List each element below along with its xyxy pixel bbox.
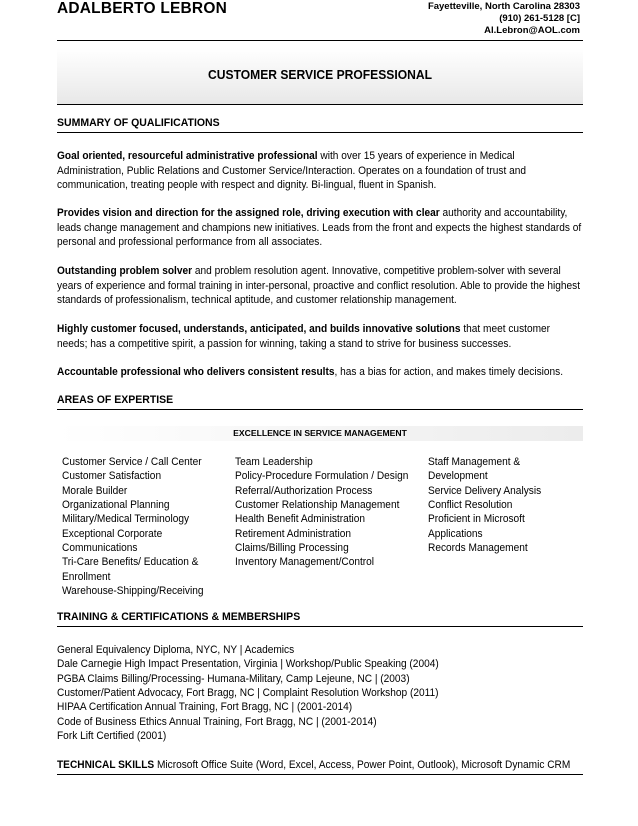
expertise-item: Organizational Planning: [62, 499, 170, 512]
resume-title: CUSTOMER SERVICE PROFESSIONAL: [208, 67, 432, 82]
candidate-name: ADALBERTO LEBRON: [57, 0, 227, 17]
summary-item: [57, 264, 582, 308]
expertise-item: Referral/Authorization Process: [235, 484, 373, 497]
technical-skills: [57, 759, 570, 771]
expertise-column-3: [428, 455, 541, 555]
expertise-item: Claims/Billing Processing: [235, 542, 349, 555]
expertise-item: Retirement Administration: [235, 527, 351, 540]
contact-address: Fayetteville, North Carolina 28303: [427, 1, 580, 12]
expertise-item: Customer Satisfaction: [62, 470, 162, 483]
contact-email: Al.Lebron@AOL.com: [484, 25, 580, 36]
expertise-item: Proficient in Microsoft: [428, 513, 525, 526]
training-item: HIPAA Certification Annual Training, Fort Bragg, NC | (2001-2014): [57, 701, 353, 714]
expertise-item: Records Management: [428, 542, 528, 555]
training-item: Dale Carnegie High Impact Presentation, Virginia | Workshop/Public Speaking (2004): [57, 658, 439, 671]
header-divider: [57, 40, 583, 41]
expertise-item: Development: [428, 470, 488, 483]
summary-item-lead: Accountable professional who delivers consistent results: [57, 366, 335, 378]
technical-rule: [57, 774, 583, 775]
training-item: Fork Lift Certified (2001): [57, 730, 167, 743]
expertise-item: Team Leadership: [235, 456, 313, 468]
expertise-item: Inventory Management/Control: [235, 556, 375, 569]
expertise-item: Customer Service / Call Center: [62, 456, 202, 468]
summary-item-lead: Goal oriented, resourceful administrative professional: [57, 150, 318, 162]
expertise-rule: [57, 409, 583, 410]
technical-skills-text: Microsoft Office Suite (Word, Excel, Access, Power Point, Outlook), Microsoft Dynamic CRM: [154, 759, 571, 771]
expertise-item: Policy-Procedure Formulation / Design: [235, 470, 409, 483]
training-item: PGBA Claims Billing/Processing- Humana-Military, Camp Lejeune, NC | (2003): [57, 672, 410, 685]
training-heading: TRAINING & CERTIFICATIONS & MEMBERSHIPS: [57, 611, 301, 623]
contact-block: [428, 1, 580, 37]
contact-phone: (910) 261-5128 [C]: [499, 13, 580, 24]
summary-item-text: authority and accountability, leads change management and champions new initiatives. Leads from the front and expects the highest standards of personal and professional performance from all associates.: [57, 207, 582, 248]
summary-item: [57, 365, 582, 380]
summary-item: [57, 149, 582, 193]
training-item: Code of Business Ethics Annual Training, Fort Bragg, NC | (2001-2014): [57, 715, 377, 728]
expertise-heading: AREAS OF EXPERTISE: [57, 394, 174, 406]
expertise-item: Morale Builder: [62, 484, 128, 497]
summary-rule: [57, 132, 583, 133]
expertise-item: Staff Management &: [428, 456, 521, 468]
title-divider: [57, 104, 583, 105]
training-list: [57, 643, 439, 743]
expertise-item: Military/Medical Terminology: [62, 513, 190, 526]
summary-item-lead: Outstanding problem solver: [57, 265, 193, 277]
summary-item-text: , has a bias for action, and makes timely decisions.: [334, 366, 564, 378]
expertise-column-2: [235, 455, 408, 570]
expertise-item: Applications: [428, 527, 483, 540]
expertise-item: Customer Relationship Management: [235, 499, 400, 512]
expertise-column-1: [62, 455, 204, 598]
expertise-item: Enrollment: [62, 570, 111, 583]
expertise-item: Service Delivery Analysis: [428, 484, 542, 497]
summary-item: [57, 206, 582, 250]
expertise-item: Health Benefit Administration: [235, 513, 366, 526]
expertise-item: Tri-Care Benefits/ Education &: [62, 556, 199, 569]
expertise-item: Exceptional Corporate: [62, 527, 163, 540]
summary-item-text: with over 15 years of experience in Medical Administration, Public Relations and Customer Service/Interaction. Operates on a foundation of trust and communication, treating people with respect and dignity. Bi-lingual, fluent in Spanish.: [57, 150, 526, 191]
expertise-subheading: EXCELLENCE IN SERVICE MANAGEMENT: [233, 428, 407, 438]
summary-item-lead: Provides vision and direction for the assigned role, driving execution with clear: [57, 207, 440, 219]
technical-skills-label: TECHNICAL SKILLS: [57, 759, 155, 771]
training-item: Customer/Patient Advocacy, Fort Bragg, NC | Complaint Resolution Workshop (2011): [57, 687, 439, 700]
expertise-item: Conflict Resolution: [428, 499, 513, 512]
summary-heading: SUMMARY OF QUALIFICATIONS: [57, 117, 220, 129]
training-item: General Equivalency Diploma, NYC, NY | Academics: [57, 644, 295, 656]
summary-item-lead: Highly customer focused, understands, anticipated, and builds innovative solutions: [57, 323, 461, 335]
summary-item: [57, 322, 582, 351]
summary-item-text: and problem resolution agent. Innovative, competitive problem-solver with several years of experience and formal training in inter-personal, proactive and conflict resolution. Able to provide the highest standards of professionalism, technical aptitude, and customer relationship management.: [57, 265, 581, 306]
summary-item-text: that meet customer needs; has a competitive spirit, a passion for winning, taking a stand to strive for business successes.: [57, 323, 551, 350]
expertise-item: Warehouse-Shipping/Receiving: [62, 585, 204, 598]
training-rule: [57, 626, 583, 627]
expertise-item: Communications: [62, 542, 138, 555]
